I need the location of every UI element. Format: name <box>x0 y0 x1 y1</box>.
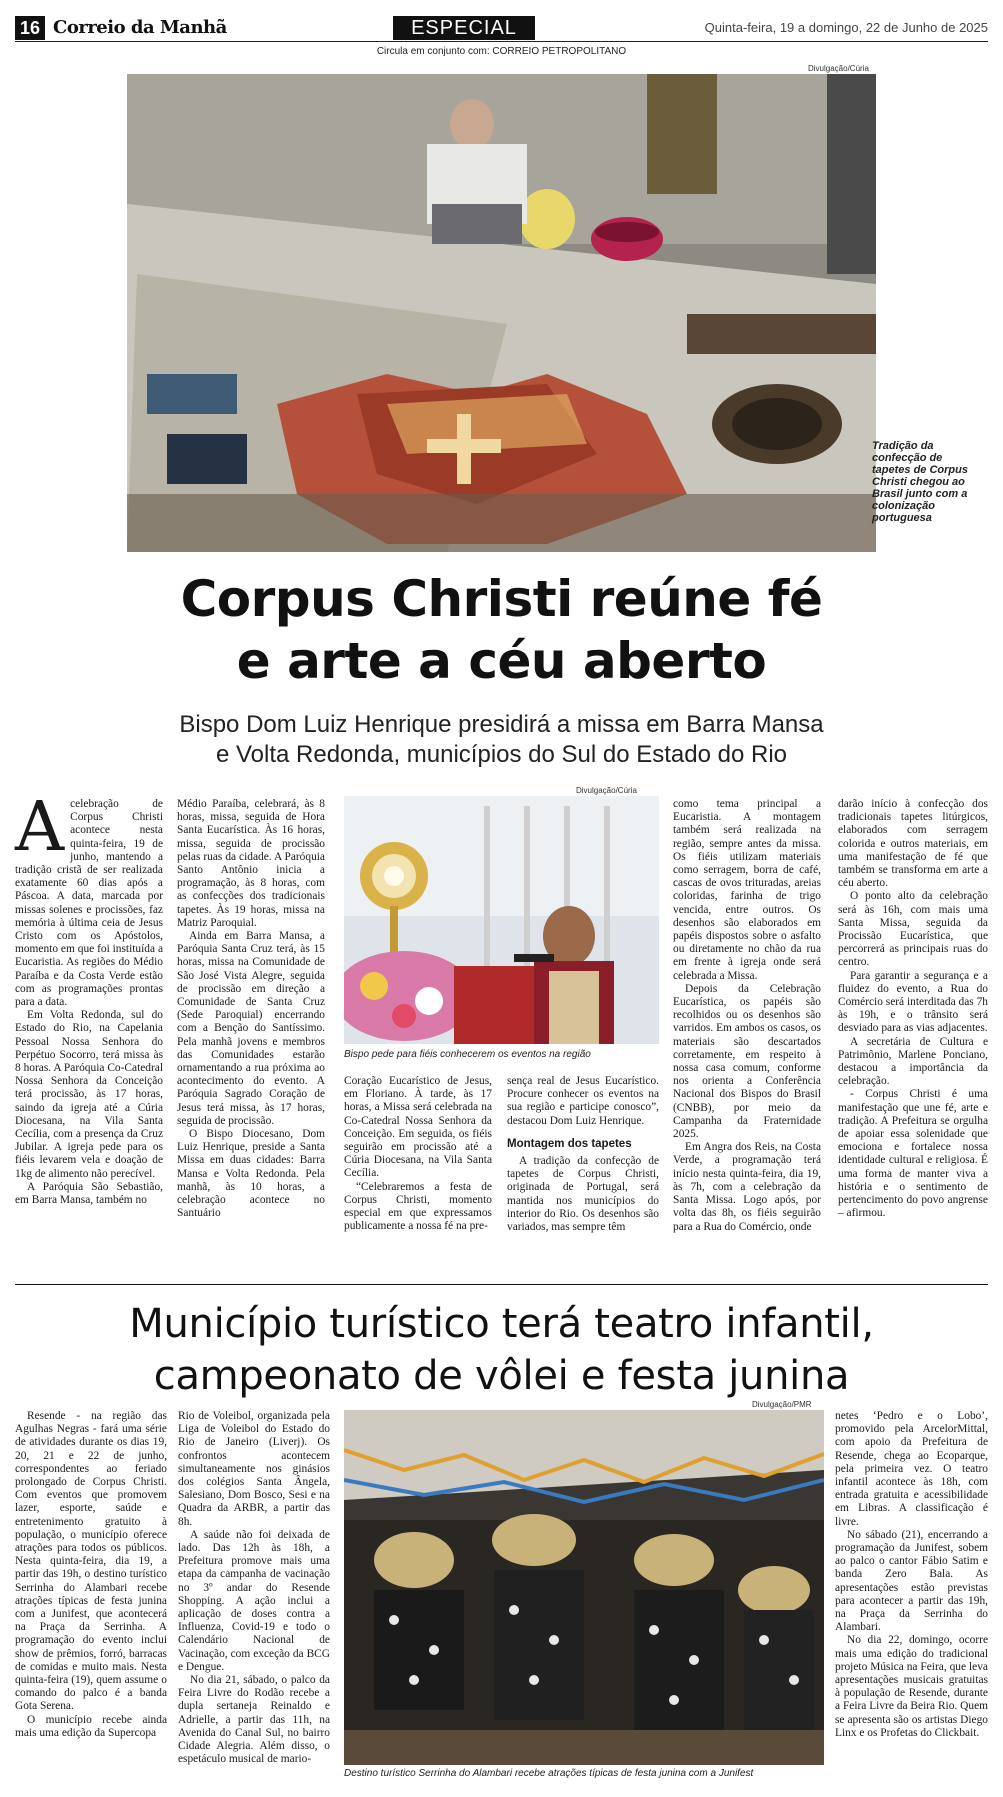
subhead-line: Bispo Dom Luiz Henrique presidirá a missa em Barra Mansa <box>179 711 824 738</box>
main-photo-carpet <box>127 74 876 552</box>
paragraph: sença real de Jesus Eucarístico. Procure conhecer os eventos na sua região e participe conosco”, destacou Dom Luiz Henrique. <box>507 1075 659 1127</box>
paragraph: Em Angra dos Reis, na Costa Verde, a programação terá início nesta quinta-feira, dia 19, às 7h, com a celebração da Santa Missa. Logo após, por volta das 8h, os fiéis seguirão para a Rua do Comércio, onde <box>673 1141 821 1233</box>
article1-column-1 <box>15 788 163 1207</box>
newspaper-logo: Correio da Manhã <box>53 17 227 38</box>
paragraph: Para garantir a segurança e a fluidez do evento, a Rua do Comércio será interditada das 7h às 19h, e o trânsito será desviado para as vias adjacentes. <box>838 969 988 1035</box>
headline-line: e arte a céu aberto <box>236 632 767 690</box>
paragraph: No dia 21, sábado, o palco da Feira Livre do Rodão recebe a dupla sertaneja Reinaldo e Adrielle, a partir das 11h, na Avenida do Canal Sul, no bairro Cidade Alegria. Além disso, o espetáculo musical de mario- <box>178 1674 330 1766</box>
inset-photo-bishop <box>344 796 659 1044</box>
festa-junina-photo <box>344 1410 824 1765</box>
article1-subhead <box>0 710 1003 770</box>
paragraph: O ponto alto da celebração será às 16h, com mais uma Santa Missa, seguida da Procissão Eucarística, que percorrerá as principais ruas do centro. <box>838 890 988 969</box>
section-subtitle: Montagem dos tapetes <box>507 1137 632 1150</box>
inset-photo-caption: Bispo pede para fiéis conhecerem os eventos na região <box>344 1049 591 1060</box>
article1-column-5 <box>673 798 821 1234</box>
paragraph: Em Volta Redonda, sul do Estado do Rio, na Capelania Pessoal Nossa Senhora do Perpétuo Socorro, terá missa às 8 horas. A Paróquia Co-Catedral Nossa Senhora da Conceição terá procissão, às 17 horas, saindo da igreja até a Cúria Diocesana, na Vila Santa Cecília, com a presença da Cruz Jubilar. A igreja pede para os fiéis levarem vela e doação de 1kg de alimento não perecível. <box>15 1009 163 1180</box>
article2-column-3 <box>835 1410 988 1740</box>
paragraph: A secretária de Cultura e Patrimônio, Marlene Ponciano, destacou a importância da celebração. <box>838 1035 988 1088</box>
article1-column-3 <box>344 1075 492 1233</box>
main-photo-caption: Tradição da confecção de tapetes de Corpus Christi chegou ao Brasil junto com a colonização portuguesa <box>872 440 968 524</box>
article-separator <box>15 1284 988 1285</box>
paragraph: celebração de Corpus Christi acontece nesta quinta-feira, 19 de junho, mantendo a tradição cristã de ser realizada exatamente 60 dias após a Páscoa. A data, marcada por missas solenes e procissões, faz memória à última ceia de Jesus Cristo com os Apóstolos, momento em que foi instituída a Eucaristia. As regiões do Médio Paraíba e da Costa Verde estão com as programações prontas para a data. <box>15 798 163 1009</box>
paragraph: A saúde não foi deixada de lado. Das 12h às 18h, a Prefeitura promove mais uma etapa da campanha de vacinação no 3º andar do Resende Shopping. A ação inclui a aplicação de doses contra a Influenza, Covid-19 e todo o Calendário Nacional de Vacinação, com exceção da BCG e Dengue. <box>178 1528 330 1673</box>
drop-cap: A <box>15 788 65 867</box>
article1-column-6 <box>838 798 988 1221</box>
headline-line: Corpus Christi reúne fé <box>180 570 823 628</box>
page-header <box>15 16 988 42</box>
inset-photo-credit: Divulgação/Cúria <box>576 786 637 795</box>
paragraph: Rio de Voleibol, organizada pela Liga de Voleibol do Estado do Rio de Janeiro (Liverj). Os confrontos acontecem simultaneamente nos ginásios dos colégios Santa Ângela, Salesiano, Dom Bosco, Sesi e na Quadra da ARBR, a partir das 8h. <box>178 1410 330 1528</box>
paragraph: A tradição da confecção de tapetes de Corpus Christi, originada de Portugal, será mantida nos municípios do interior do Rio. Os desenhos são variados, mas sempre têm <box>507 1155 659 1234</box>
article1-column-2 <box>177 798 325 1221</box>
article1-column-4 <box>507 1075 659 1234</box>
paragraph: darão início à confecção dos tradicionais tapetes litúrgicos, elaborados com serragem colorida e outros materiais, em uma manifestação de fé que também se transforma em arte a céu aberto. <box>838 798 988 890</box>
paragraph: Depois da Celebração Eucarística, os papéis são recolhidos ou os desenhos são varridos. Em ambos os casos, os materiais são descartados corretamente, em respeito à nossa casa comum, conforme nos orienta a Conferência Nacional dos Bispos do Brasil (CNBB), por meio da Campanha da Fraternidade 2025. <box>673 982 821 1141</box>
issue-date: Quinta-feira, 19 a domingo, 22 de Junho de 2025 <box>704 20 988 35</box>
paragraph: como tema principal a Eucaristia. A montagem também será realizada na região, sempre antes da missa. Os fiéis utilizam materiais como serragem, borra de café, cascas de ovos trituradas, areias coloridas, farinha de trigo vencida, entre outros. Os desenhos são elaborados em papéis dispostos sobre o asfalto ou diretamente no chão da rua em frente à igreja onde será celebrada a Missa. <box>673 798 821 982</box>
paragraph: Resende - na região das Agulhas Negras - fará uma série de atividades durante os dias 19, 20, 21 e 22 de junho, correspondentes ao feriado prolongado de Corpus Christi. Com eventos que promovem lazer, esporte, saúde e entretenimento gratuito à população, o município oferece atrações para todos os públicos. Nesta quinta-feira, dia 19, a partir das 19h, o destino turístico Serrinha do Alambari recebe atrações típicas de festa junina com a Junifest, que acontecerá na Praça da Serrinha. A programação do evento inclui show de prêmios, forró, barracas de comidas e muito mais. Nesta quinta-feira (19), quem assume o comando do palco é a banda Gota Serena. <box>15 1410 167 1713</box>
circulation-note: Circula em conjunto com: CORREIO PETROPOLITANO <box>376 46 627 57</box>
article2-column-2 <box>178 1410 330 1766</box>
article2-column-1 <box>15 1410 167 1740</box>
main-photo-credit: Divulgação/Cúria <box>808 64 869 73</box>
festa-photo-credit: Divulgação/PMR <box>752 1400 812 1409</box>
subhead-line: e Volta Redonda, municípios do Sul do Estado do Rio <box>215 741 788 768</box>
paragraph: “Celebraremos a festa de Corpus Christi, momento especial em que expressamos publicamente a nossa fé na pre- <box>344 1180 492 1233</box>
paragraph: No dia 22, domingo, ocorre mais uma edição do tradicional projeto Música na Feira, que leva apresentações musicais gratuitas à população de Resende, durante a Feira Livre da Beira Rio. Quem se apresenta são os artistas Diego Linx e os Profetas do Clickbait. <box>835 1634 988 1739</box>
article2-headline <box>0 1298 1003 1402</box>
headline-line: Município turístico terá teatro infantil, <box>129 1301 874 1347</box>
paragraph: O Bispo Diocesano, Dom Luiz Henrique, preside a Santa Missa em duas cidades: Barra Mansa e Volta Redonda. Pela manhã, às 10 horas, a celebração acontece no Santuário <box>177 1128 325 1220</box>
paragraph: Coração Eucarístico de Jesus, em Floriano. À tarde, às 17 horas, a Missa será celebrada na Co-Catedral Nossa Senhora da Conceição. Em seguida, os fiéis seguirão em procissão até a Cúria Diocesana, na Vila Santa Cecília. <box>344 1075 492 1180</box>
paragraph: netes ‘Pedro e o Lobo’, promovido pela ArcelorMittal, com apoio da Prefeitura de Resende, chega ao Ecoparque, pela primeira vez. O teatro infantil acontece às 18h, com entrada gratuita e acessibilidade em Libras. A classificação é livre. <box>835 1410 988 1528</box>
paragraph: A Paróquia São Sebastião, em Barra Mansa, também no <box>15 1180 163 1207</box>
paragraph: - Corpus Christi é uma manifestação que une fé, arte e tradição. A Prefeitura se orgulha de apoiar essa solenidade que emociona e fortalece nossa identidade cultural e religiosa. É uma forma de manter viva a história e o sentimento de pertencimento do povo angrense – afirmou. <box>838 1088 988 1220</box>
headline-line: campeonato de vôlei e festa junina <box>153 1353 850 1399</box>
festa-photo-caption: Destino turístico Serrinha do Alambari recebe atrações típicas de festa junina com a Junifest <box>344 1768 754 1779</box>
article1-headline <box>0 568 1003 692</box>
page-number: 16 <box>15 16 45 40</box>
paragraph: Ainda em Barra Mansa, a Paróquia Santa Cruz terá, às 15 horas, missa na Comunidade de São José Vista Alegre, seguida de procissão em direção a Comunidade de Santa Cruz (Sede Paroquial) encerrando com a Benção do Santíssimo. Pela manhã jovens e membros das Comunidades estarão ornamentando a rua próxima ao acontecimento do evento. A Paróquia Sagrado Coração de Jesus terá missa, às 17 horas, seguida de procissão. <box>177 930 325 1127</box>
paragraph: Médio Paraíba, celebrará, às 8 horas, missa, seguida de Hora Santa Eucarística. Às 16 horas, missa, seguida de procissão pelas ruas da cidade. A Paróquia Santo Antônio inicia a programação, às 8 horas, com as confecções dos tradicionais tapetes. Às 19 horas, missa na Matriz Paroquial. <box>177 798 325 929</box>
paragraph: No sábado (21), encerrando a programação da Junifest, sobem ao palco o cantor Fábio Satim e banda Zero Bala. As apresentações estão previstas para acontecer a partir das 19h, na Praça da Serrinha do Alambari. <box>835 1528 988 1634</box>
paragraph: O município recebe ainda mais uma edição da Supercopa <box>15 1713 167 1739</box>
section-label: ESPECIAL <box>393 16 535 40</box>
